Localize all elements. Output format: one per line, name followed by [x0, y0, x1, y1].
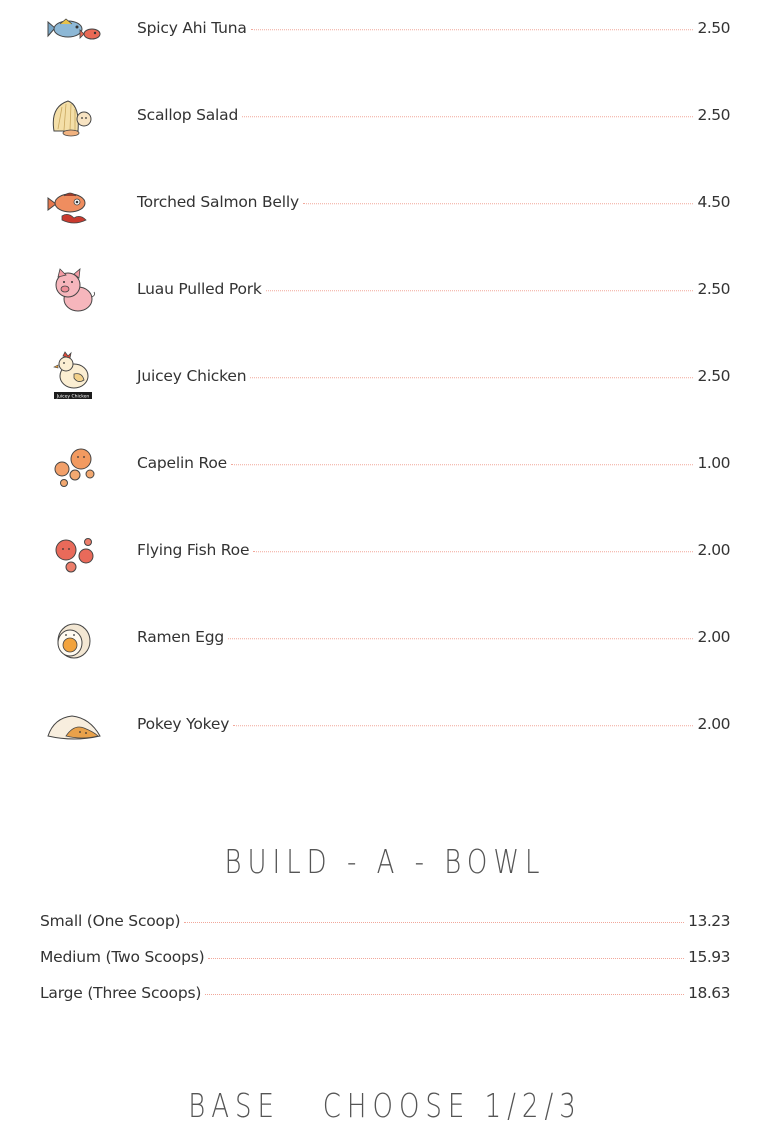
chicken-badge-text: Juicey Chicken	[56, 394, 90, 400]
item-name: Capelin Roe	[137, 454, 227, 473]
menu-item	[0, 261, 770, 321]
item-price: 2.50	[697, 19, 730, 38]
dotted-leader	[208, 958, 684, 959]
item-name: Spicy Ahi Tuna	[137, 19, 247, 38]
size-price: 13.23	[688, 912, 730, 930]
section-title-base: BASE CHOOSE 1/2/3	[188, 1088, 582, 1126]
dotted-leader	[233, 725, 693, 726]
size-name: Medium (Two Scoops)	[40, 948, 205, 966]
menu-item	[0, 696, 770, 756]
dotted-leader	[250, 377, 693, 378]
menu-item	[0, 522, 770, 582]
item-price: 2.50	[697, 367, 730, 386]
dotted-leader	[266, 290, 694, 291]
item-name: Pokey Yokey	[137, 715, 230, 734]
size-price: 18.63	[688, 984, 730, 1002]
dotted-leader	[253, 551, 693, 552]
flying-fish-roe-icon	[44, 522, 106, 582]
salmon-fish-icon	[44, 174, 106, 234]
item-price: 2.50	[697, 280, 730, 299]
item-name: Flying Fish Roe	[137, 541, 250, 560]
dotted-leader	[242, 116, 693, 117]
item-price: 2.50	[697, 106, 730, 125]
item-price: 2.00	[697, 628, 730, 647]
dotted-leader	[184, 922, 684, 923]
item-price: 4.50	[697, 193, 730, 212]
menu-item	[0, 0, 770, 60]
item-name: Juicey Chicken	[137, 367, 247, 386]
item-price: 1.00	[697, 454, 730, 473]
dotted-leader	[205, 994, 684, 995]
size-name: Large (Three Scoops)	[40, 984, 202, 1002]
dotted-leader	[231, 464, 694, 465]
menu-item	[0, 348, 770, 408]
chicken-icon	[44, 348, 106, 408]
scallop-icon	[44, 87, 106, 147]
size-name: Small (One Scoop)	[40, 912, 181, 930]
menu-item	[0, 435, 770, 495]
menu-item	[0, 87, 770, 147]
section-title-build-a-bowl: BUILD - A - BOWL	[224, 844, 546, 882]
bowl-size-row	[40, 948, 730, 984]
bowl-size-list	[40, 912, 730, 1020]
dotted-leader	[251, 29, 694, 30]
dotted-leader	[228, 638, 693, 639]
bowl-size-row	[40, 984, 730, 1020]
item-name: Ramen Egg	[137, 628, 224, 647]
item-price: 2.00	[697, 715, 730, 734]
pig-icon	[44, 261, 106, 321]
pokey-yokey-icon	[44, 696, 106, 756]
bowl-size-row	[40, 912, 730, 948]
ramen-egg-icon	[44, 609, 106, 669]
item-name: Scallop Salad	[137, 106, 239, 125]
item-price: 2.00	[697, 541, 730, 560]
menu-item	[0, 174, 770, 234]
tuna-fish-icon	[44, 0, 106, 60]
capelin-roe-icon	[44, 435, 106, 495]
item-name: Luau Pulled Pork	[137, 280, 262, 299]
menu-item	[0, 609, 770, 669]
size-price: 15.93	[688, 948, 730, 966]
dotted-leader	[303, 203, 694, 204]
item-name: Torched Salmon Belly	[137, 193, 299, 212]
